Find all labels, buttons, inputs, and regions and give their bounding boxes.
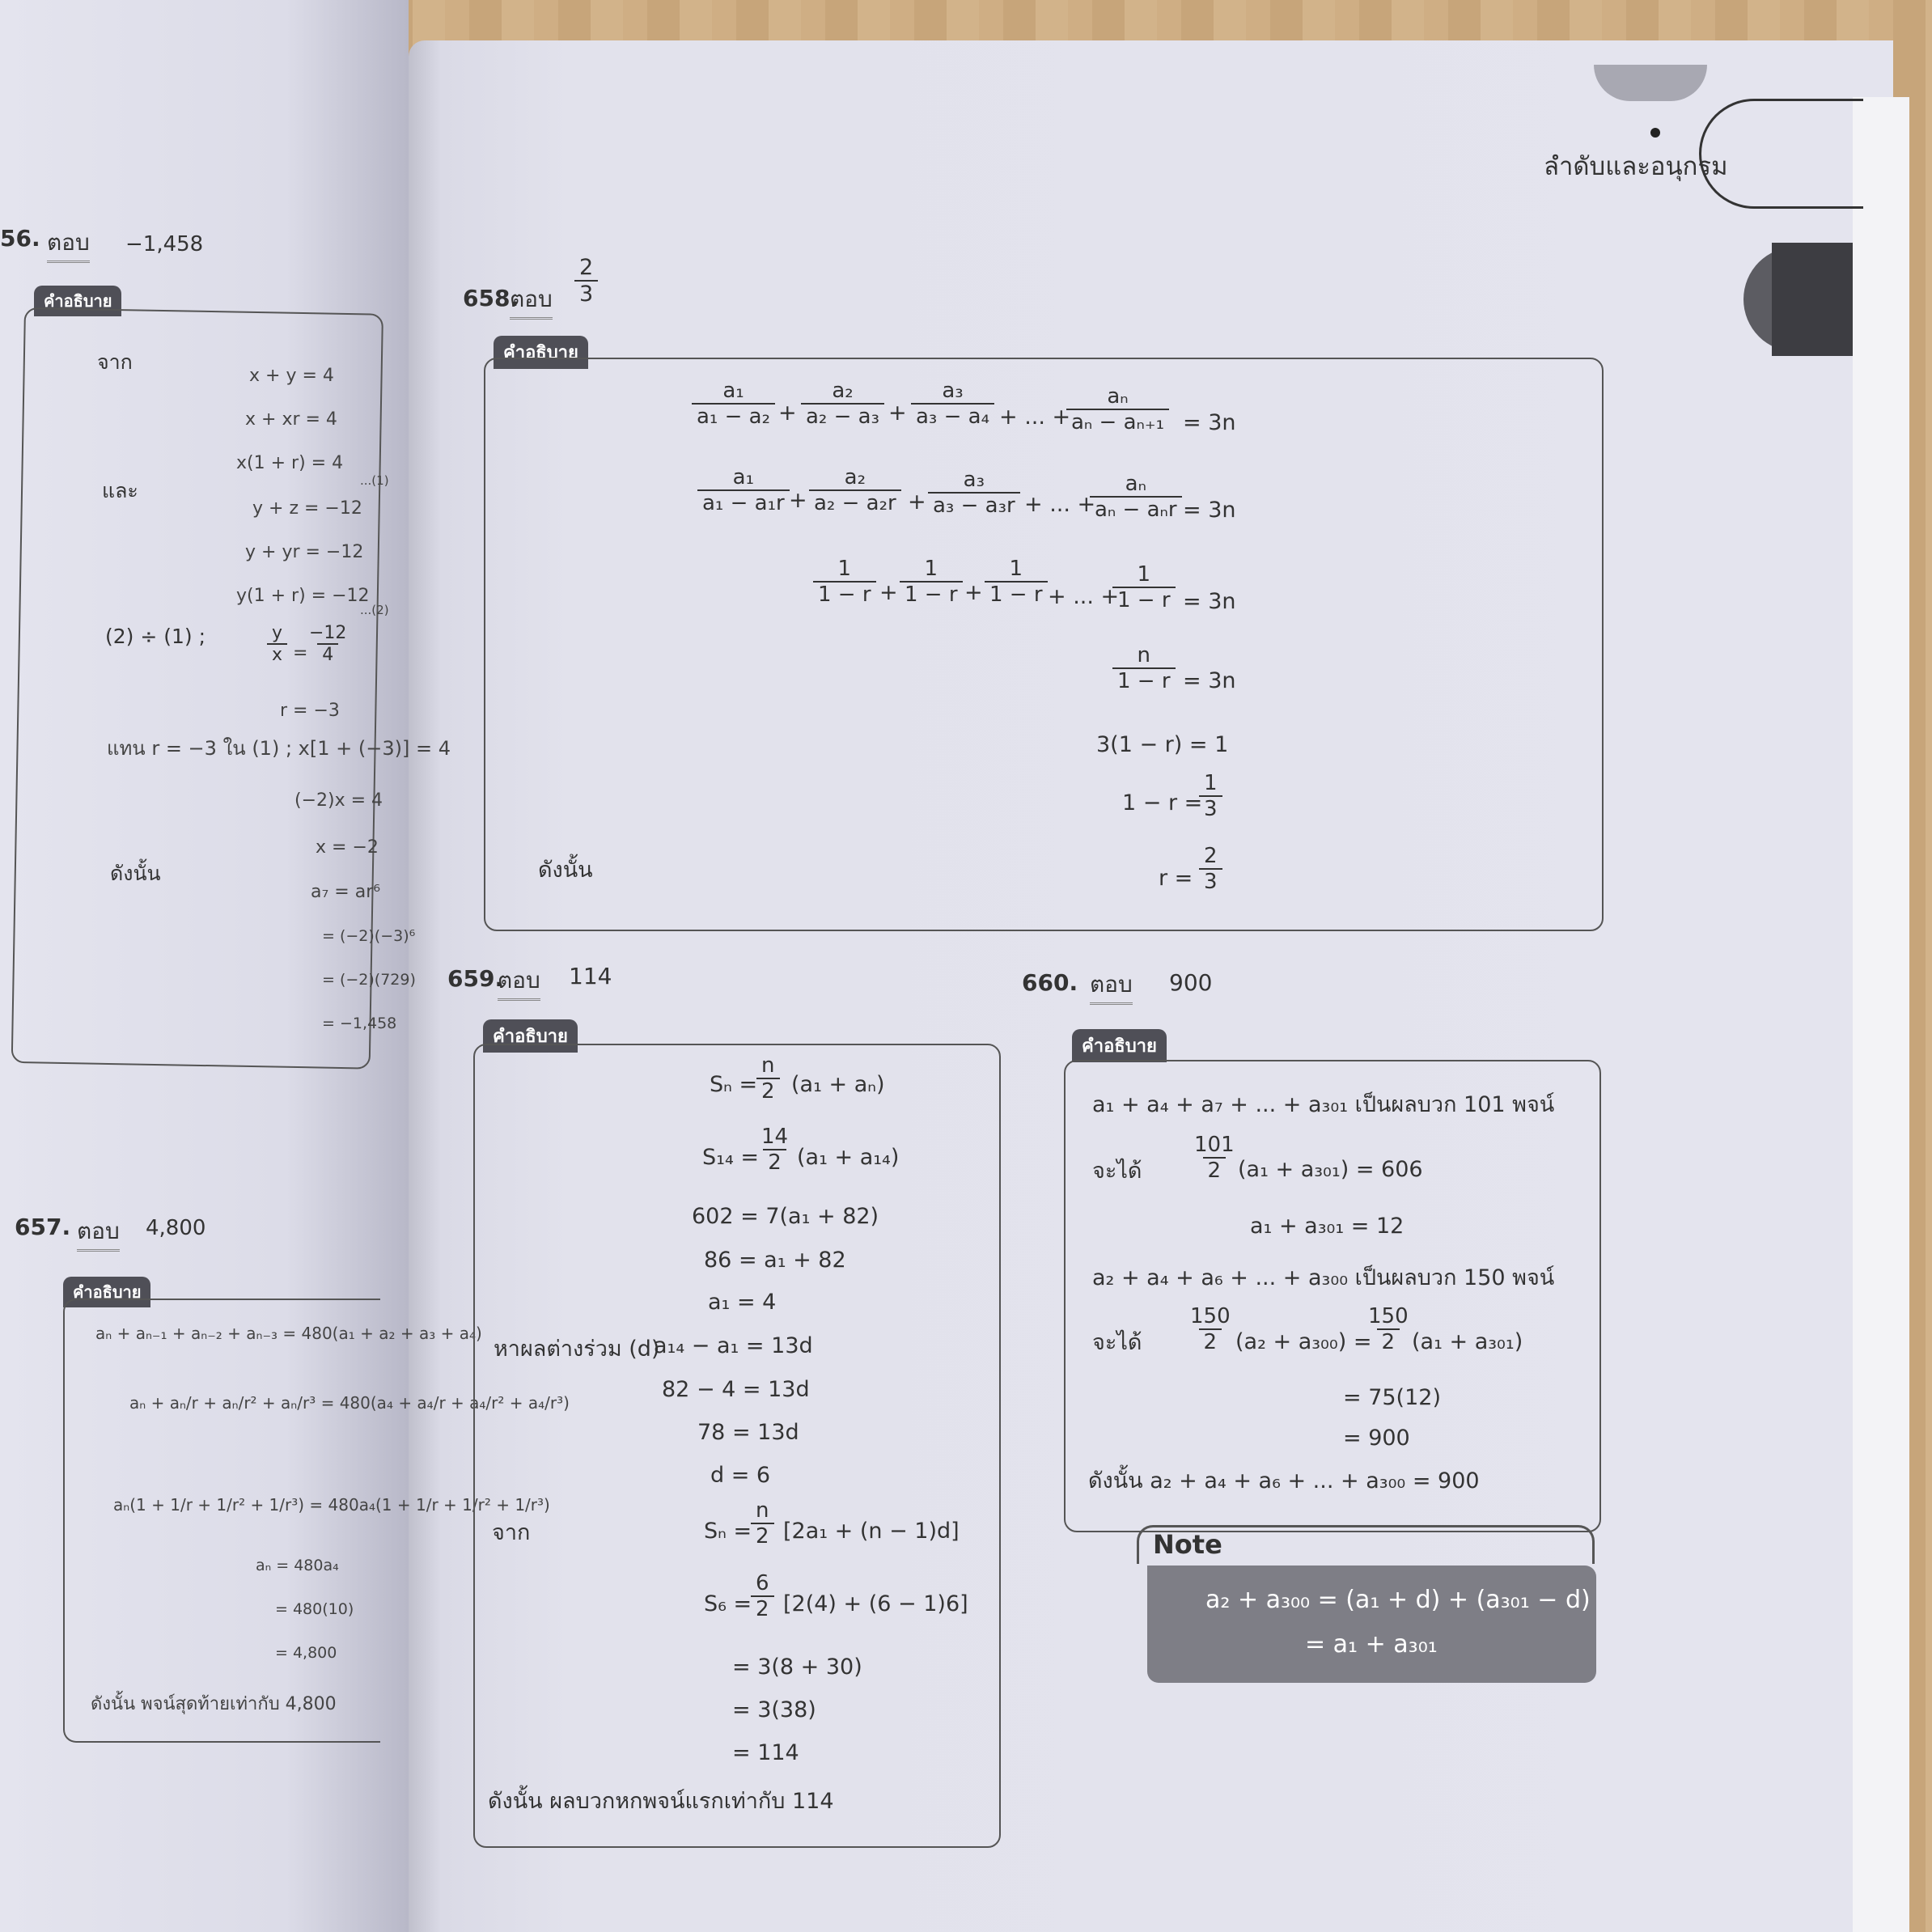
q656-line: จาก bbox=[97, 350, 133, 374]
q658-r1-f4: $\frac{\text{aₙ}}{\text{aₙ − aₙ₊₁}}$ bbox=[1066, 384, 1169, 434]
q658-r6-f: $\frac{1}{3}$ bbox=[1199, 771, 1222, 821]
q658-r1-op: + bbox=[778, 400, 797, 426]
thumb-tab-decoration-2 bbox=[1772, 243, 1853, 356]
note-title: Note bbox=[1153, 1529, 1222, 1560]
chapter-title: ลำดับและอนุกรม bbox=[1544, 152, 1728, 181]
q656-line: และ bbox=[102, 479, 138, 502]
q659-line: 602 = 7(a₁ + 82) bbox=[692, 1204, 879, 1229]
q656-line: y + z = −12 bbox=[252, 498, 362, 519]
q656-answer: −1,458 bbox=[125, 232, 204, 256]
q659-line: d = 6 bbox=[710, 1463, 771, 1488]
q657-line: aₙ + aₙ/r + aₙ/r² + aₙ/r³ = 480(a₄ + a₄/r + a₄/r² + a₄/r³) bbox=[129, 1393, 570, 1413]
q656-line: = (−2)(729) bbox=[322, 971, 416, 989]
q660-line: a₁ + a₃₀₁ = 12 bbox=[1250, 1214, 1405, 1239]
q660-line: a₂ + a₄ + a₆ + ... + a₃₀₀ เป็นผลบวก 150 พจน์ bbox=[1092, 1265, 1555, 1290]
q660-answer-label: ตอบ bbox=[1090, 967, 1133, 1005]
q656-line: = (−2)(−3)⁶ bbox=[322, 927, 416, 945]
q660-explain-box bbox=[1064, 1060, 1601, 1532]
q658-r1-op: + bbox=[888, 400, 907, 426]
q660-frac: $\frac{101}{2}$ bbox=[1194, 1133, 1235, 1183]
q656-fraction-12-4 bbox=[304, 623, 351, 665]
q657-number: 657. bbox=[15, 1214, 71, 1240]
q658-number: 658. bbox=[463, 285, 519, 311]
q658-explain-tag: คำอธิบาย bbox=[494, 336, 588, 369]
q659-line: a₁ = 4 bbox=[708, 1290, 777, 1315]
q658-r2-op: + ... + bbox=[1024, 492, 1096, 517]
q657-line: ดังนั้น พจน์สุดท้ายเท่ากับ 4,800 bbox=[91, 1694, 337, 1714]
q658-r6-left: 1 − r = bbox=[1122, 790, 1203, 816]
q659-line: a₁₄ − a₁ = 13d bbox=[654, 1333, 813, 1358]
q659-line: = 3(38) bbox=[732, 1697, 816, 1722]
q659-line: หาผลต่างร่วม (d) bbox=[494, 1337, 660, 1362]
q656-line: ...(2) bbox=[360, 603, 389, 617]
q659-frac: $\frac{n}{2}$ bbox=[756, 1053, 780, 1104]
q658-r3-eq: = 3n bbox=[1183, 589, 1236, 614]
q659-answer-label: ตอบ bbox=[498, 963, 540, 1001]
q658-r1-op: + ... + bbox=[999, 405, 1071, 430]
q656-line: −12 bbox=[309, 623, 347, 643]
q656-line: x bbox=[267, 643, 287, 665]
q658-r1-eq: = 3n bbox=[1183, 410, 1236, 435]
q658-r3-f1: $\frac{1}{1 - r}$ bbox=[813, 557, 876, 607]
q659-line: [2(4) + (6 − 1)6] bbox=[783, 1591, 968, 1616]
q656-line: x + y = 4 bbox=[249, 366, 334, 386]
q659-frac: $\frac{6}{2}$ bbox=[751, 1571, 774, 1621]
q656-line: 4 bbox=[317, 643, 338, 665]
q658-r1-f2: $\frac{\text{a₂}}{\text{a₂ − a₃}}$ bbox=[801, 379, 884, 429]
q660-line: = 75(12) bbox=[1343, 1385, 1441, 1410]
q658-r2-op: + bbox=[908, 489, 926, 515]
q660-line: ดังนั้น a₂ + a₄ + a₆ + ... + a₃₀₀ = 900 bbox=[1088, 1468, 1480, 1493]
q660-line: a₁ + a₄ + a₇ + ... + a₃₀₁ เป็นผลบวก 101 พจน์ bbox=[1092, 1092, 1555, 1117]
q656-line: ดังนั้น bbox=[110, 862, 161, 885]
q656-line: y + yr = −12 bbox=[245, 542, 364, 562]
q658-r1-f3: $\frac{\text{a₃}}{\text{a₃ − a₄}}$ bbox=[911, 379, 994, 429]
q656-line: x(1 + r) = 4 bbox=[236, 453, 344, 473]
q658-r3-f2: $\frac{1}{1 - r}$ bbox=[900, 557, 963, 607]
q659-line: = 3(8 + 30) bbox=[732, 1654, 862, 1680]
q658-r7-f: $\frac{2}{3}$ bbox=[1199, 844, 1222, 894]
q659-line: 86 = a₁ + 82 bbox=[704, 1248, 846, 1273]
q659-line: = 114 bbox=[732, 1740, 799, 1765]
q658-r3-f4: $\frac{1}{1 - r}$ bbox=[1112, 562, 1176, 612]
q659-number: 659. bbox=[447, 965, 504, 992]
q658-r3-op: + bbox=[964, 580, 983, 605]
q658-r4-f1: $\frac{n}{1 - r}$ bbox=[1112, 643, 1176, 693]
q658-r2-eq: = 3n bbox=[1183, 498, 1236, 523]
q656-line: ...(1) bbox=[360, 473, 389, 488]
q656-line: y bbox=[272, 623, 283, 643]
q659-line: Sₙ = bbox=[704, 1519, 752, 1544]
q658-r2-f2: $\frac{\text{a₂}}{\text{a₂ − a₂r}}$ bbox=[809, 465, 901, 515]
q658-r2-f3: $\frac{\text{a₃}}{\text{a₃ − a₃r}}$ bbox=[928, 468, 1020, 518]
q656-answer-label: ตอบ bbox=[47, 225, 90, 263]
q659-line: S₁₄ = bbox=[702, 1145, 759, 1170]
q658-r3-op: + bbox=[879, 580, 898, 605]
q660-line: = 900 bbox=[1343, 1426, 1410, 1451]
q658-answer-num: 2 bbox=[579, 255, 594, 280]
q660-answer: 900 bbox=[1169, 969, 1213, 996]
q656-number: 56. bbox=[0, 225, 40, 252]
q657-explain-box bbox=[63, 1299, 380, 1743]
q658-r2-op: + bbox=[789, 488, 807, 513]
q657-line: aₙ(1 + 1/r + 1/r² + 1/r³) = 480a₄(1 + 1/r + 1/r² + 1/r³) bbox=[113, 1495, 550, 1515]
q656-line: r = −3 bbox=[280, 701, 340, 721]
q658-r3-op: + ... + bbox=[1048, 584, 1120, 609]
q657-line: aₙ = 480a₄ bbox=[256, 1557, 339, 1574]
q656-line: = −1,458 bbox=[322, 1015, 397, 1032]
q659-explain-tag: คำอธิบาย bbox=[483, 1019, 578, 1053]
q660-frac: $\frac{150}{2}$ bbox=[1190, 1304, 1231, 1354]
note-line-1: a₂ + a₃₀₀ = (a₁ + d) + (a₃₀₁ − d) bbox=[1205, 1586, 1591, 1614]
q656-line: แทน r = −3 ใน (1) ; x[1 + (−3)] = 4 bbox=[107, 737, 451, 760]
q658-conclude: ดังนั้น bbox=[538, 858, 593, 883]
q659-line: [2a₁ + (n − 1)d] bbox=[783, 1519, 960, 1544]
q658-r4-eq: = 3n bbox=[1183, 668, 1236, 693]
q656-fraction-yx bbox=[267, 623, 287, 665]
note-line-2: = a₁ + a₃₀₁ bbox=[1305, 1630, 1438, 1659]
q658-r5: 3(1 − r) = 1 bbox=[1096, 732, 1229, 757]
q659-line: 78 = 13d bbox=[697, 1420, 799, 1445]
q660-explain-tag: คำอธิบาย bbox=[1072, 1029, 1167, 1062]
q659-frac: $\frac{n}{2}$ bbox=[751, 1498, 774, 1549]
q660-line: จะได้ bbox=[1092, 1159, 1142, 1184]
q658-r7-left: r = bbox=[1159, 866, 1193, 891]
q656-explain-tag: คำอธิบาย bbox=[34, 286, 121, 316]
q658-answer-label: ตอบ bbox=[510, 282, 553, 320]
q656-line: (2) ÷ (1) ; bbox=[105, 625, 206, 648]
q658-answer bbox=[574, 255, 598, 307]
note-box bbox=[1147, 1566, 1596, 1683]
page-edge bbox=[1853, 97, 1909, 1932]
q657-line: aₙ + aₙ₋₁ + aₙ₋₂ + aₙ₋₃ = 480(a₁ + a₂ + a₃ + a₄) bbox=[95, 1324, 482, 1343]
q658-r2-f1: $\frac{\text{a₁}}{\text{a₁ − a₁r}}$ bbox=[697, 465, 790, 515]
q656-line: x + xr = 4 bbox=[245, 409, 337, 430]
q658-r2-f4: aₙ aₙ − aₙr bbox=[1090, 472, 1182, 522]
q660-number: 660. bbox=[1022, 969, 1078, 996]
q659-answer: 114 bbox=[569, 963, 612, 989]
q656-line: x = −2 bbox=[316, 837, 379, 858]
q660-line: (a₁ + a₃₀₁) bbox=[1412, 1329, 1523, 1354]
q660-line: (a₁ + a₃₀₁) = 606 bbox=[1238, 1157, 1423, 1182]
q657-answer: 4,800 bbox=[146, 1216, 206, 1240]
q658-explain-box bbox=[484, 358, 1604, 931]
q658-r3-f3: $\frac{1}{1 - r}$ bbox=[985, 557, 1048, 607]
q656-line: y(1 + r) = −12 bbox=[236, 586, 370, 606]
q657-line: = 4,800 bbox=[275, 1644, 337, 1662]
q658-answer-den: 3 bbox=[574, 280, 598, 307]
q658-r1-f1: $\frac{\text{a₁}}{\text{a₁ − a₂}}$ bbox=[692, 379, 775, 429]
q660-line: จะได้ bbox=[1092, 1330, 1142, 1355]
q660-line: (a₂ + a₃₀₀) = bbox=[1235, 1329, 1372, 1354]
q659-line: S₆ = bbox=[704, 1591, 752, 1616]
q659-line: ดังนั้น ผลบวกหกพจน์แรกเท่ากับ 114 bbox=[488, 1789, 834, 1814]
q659-line: (a₁ + aₙ) bbox=[791, 1072, 885, 1097]
q656-line: (−2)x = 4 bbox=[294, 790, 383, 811]
q659-line: Sₙ = bbox=[710, 1072, 758, 1097]
q659-line: 82 − 4 = 13d bbox=[662, 1377, 810, 1402]
q659-line: (a₁ + a₁₄) bbox=[797, 1145, 900, 1170]
q660-frac: $\frac{150}{2}$ bbox=[1368, 1304, 1409, 1354]
q657-explain-tag: คำอธิบาย bbox=[63, 1277, 150, 1307]
q656-line: a₇ = ar⁶ bbox=[311, 882, 381, 902]
q659-line: จาก bbox=[492, 1520, 531, 1545]
q659-frac: $\frac{14}{2}$ bbox=[761, 1125, 789, 1175]
q657-answer-label: ตอบ bbox=[77, 1214, 120, 1252]
q657-line: = 480(10) bbox=[275, 1600, 354, 1618]
header-dot bbox=[1650, 128, 1660, 138]
